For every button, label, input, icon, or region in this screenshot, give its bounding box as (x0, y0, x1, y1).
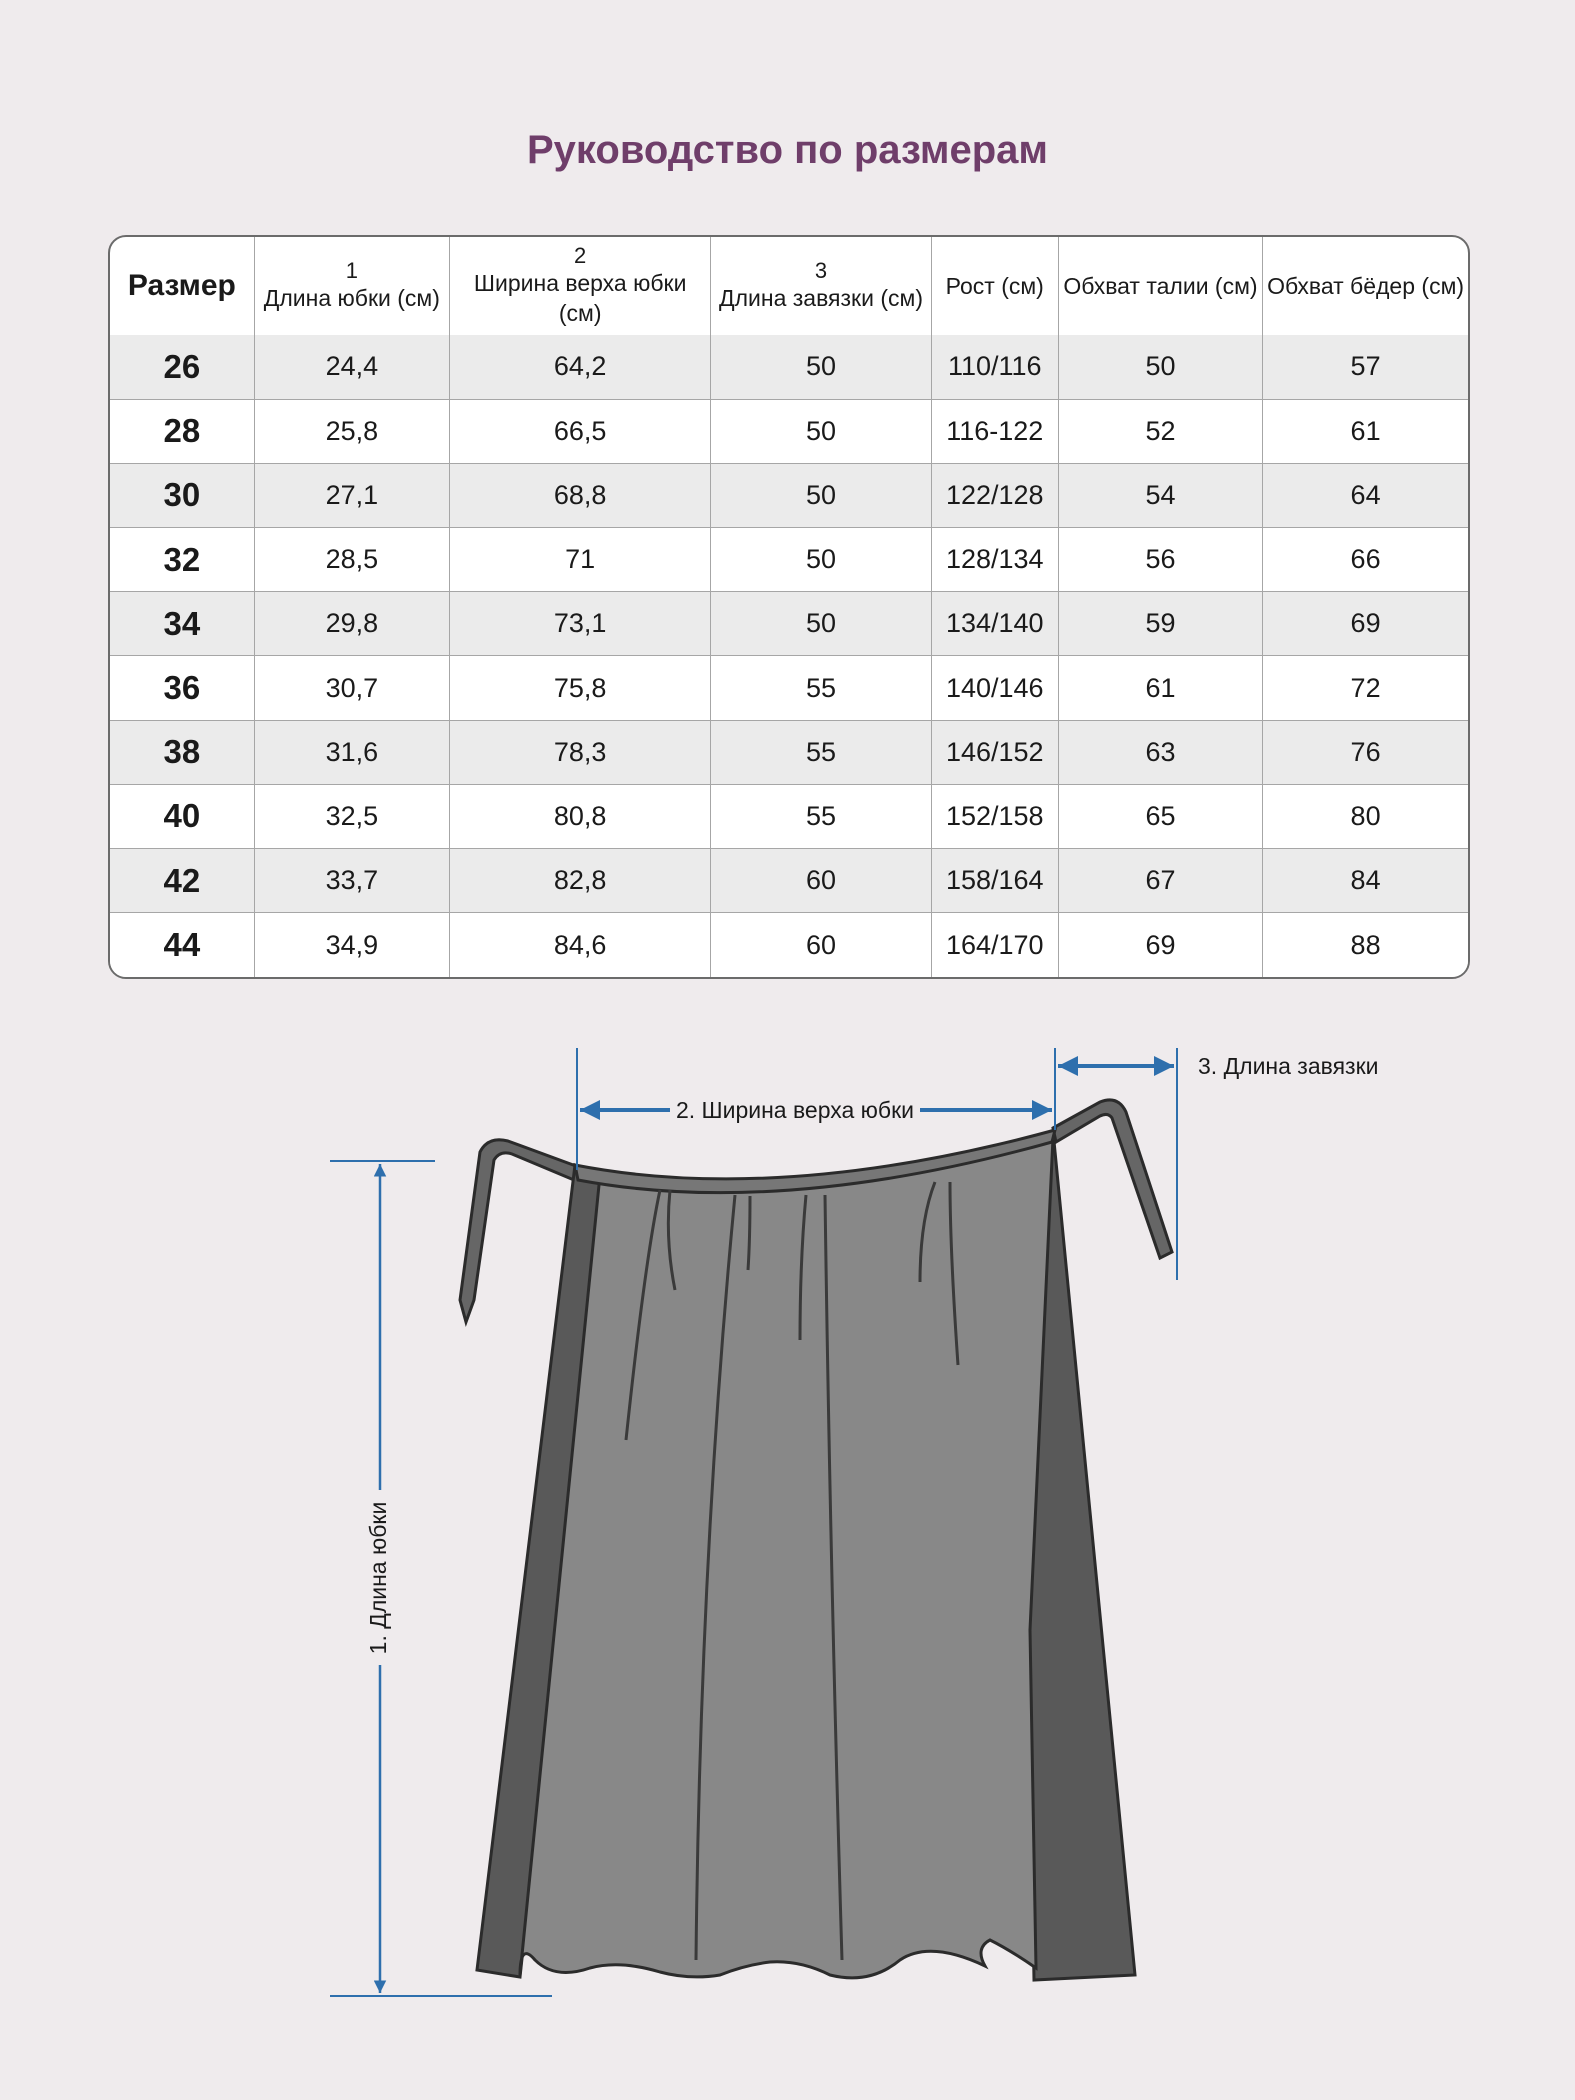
cell-height: 146/152 (931, 720, 1058, 784)
table-header-row (110, 237, 1468, 335)
cell-waist: 61 (1058, 656, 1262, 720)
header-waist: Обхват талии (см) (1058, 237, 1262, 335)
cell-height: 110/116 (931, 335, 1058, 399)
cell-tie-length: 50 (711, 335, 931, 399)
cell-height: 158/164 (931, 849, 1058, 913)
cell-skirt-length: 32,5 (254, 784, 449, 848)
cell-top-width: 64,2 (449, 335, 710, 399)
cell-skirt-length: 29,8 (254, 592, 449, 656)
table-row (110, 849, 1468, 913)
cell-top-width: 68,8 (449, 463, 710, 527)
table-row (110, 528, 1468, 592)
cell-height: 116-122 (931, 399, 1058, 463)
cell-waist: 52 (1058, 399, 1262, 463)
cell-hips: 61 (1263, 399, 1468, 463)
cell-waist: 63 (1058, 720, 1262, 784)
cell-top-width: 71 (449, 528, 710, 592)
header-height: Рост (см) (931, 237, 1058, 335)
table-row (110, 720, 1468, 784)
right-tie (1053, 1100, 1172, 1258)
cell-skirt-length: 34,9 (254, 913, 449, 977)
cell-top-width: 75,8 (449, 656, 710, 720)
cell-top-width: 82,8 (449, 849, 710, 913)
cell-waist: 56 (1058, 528, 1262, 592)
cell-top-width: 84,6 (449, 913, 710, 977)
cell-size: 40 (110, 784, 254, 848)
header-skirt-length: 1 Длина юбки (см) (254, 237, 449, 335)
cell-size: 28 (110, 399, 254, 463)
table-row (110, 592, 1468, 656)
cell-tie-length: 50 (711, 528, 931, 592)
label-top-width: 2. Ширина верха юбки (675, 1097, 915, 1124)
cell-skirt-length: 28,5 (254, 528, 449, 592)
cell-skirt-length: 33,7 (254, 849, 449, 913)
header-hips: Обхват бёдер (см) (1267, 273, 1465, 299)
cell-size: 30 (110, 463, 254, 527)
cell-hips: 84 (1263, 849, 1468, 913)
cell-tie-length: 50 (711, 463, 931, 527)
cell-tie-length: 55 (711, 784, 931, 848)
cell-tie-length: 50 (711, 592, 931, 656)
cell-size: 26 (110, 335, 254, 399)
cell-tie-length: 55 (711, 656, 931, 720)
cell-tie-length: 60 (711, 913, 931, 977)
cell-waist: 59 (1058, 592, 1262, 656)
cell-waist: 65 (1058, 784, 1262, 848)
table-row (110, 399, 1468, 463)
cell-height: 128/134 (931, 528, 1058, 592)
cell-size: 34 (110, 592, 254, 656)
label-skirt-length: 1. Длина юбки (365, 1501, 392, 1655)
cell-waist: 67 (1058, 849, 1262, 913)
cell-height: 134/140 (931, 592, 1058, 656)
cell-size: 44 (110, 913, 254, 977)
cell-waist: 69 (1058, 913, 1262, 977)
cell-tie-length: 55 (711, 720, 931, 784)
cell-hips: 72 (1263, 656, 1468, 720)
header-tie-length: 3 Длина завязки (см) (711, 237, 931, 335)
cell-top-width: 80,8 (449, 784, 710, 848)
cell-hips: 66 (1263, 528, 1468, 592)
cell-hips: 64 (1263, 463, 1468, 527)
cell-skirt-length: 30,7 (254, 656, 449, 720)
size-table (108, 235, 1470, 979)
cell-size: 42 (110, 849, 254, 913)
cell-skirt-length: 27,1 (254, 463, 449, 527)
cell-size: 32 (110, 528, 254, 592)
table-row (110, 656, 1468, 720)
cell-waist: 50 (1058, 335, 1262, 399)
cell-hips: 69 (1263, 592, 1468, 656)
cell-hips: 88 (1263, 913, 1468, 977)
cell-size: 38 (110, 720, 254, 784)
header-size: Размер (110, 237, 254, 335)
skirt-front (520, 1138, 1053, 1978)
table-row (110, 913, 1468, 977)
cell-hips: 80 (1263, 784, 1468, 848)
cell-skirt-length: 24,4 (254, 335, 449, 399)
page-title: Руководство по размерам (527, 128, 1048, 172)
cell-size: 36 (110, 656, 254, 720)
cell-hips: 76 (1263, 720, 1468, 784)
cell-top-width: 78,3 (449, 720, 710, 784)
cell-top-width: 73,1 (449, 592, 710, 656)
cell-height: 122/128 (931, 463, 1058, 527)
header-top-width: 2 Ширина верха юбки (см) (449, 237, 710, 335)
skirt-diagram (0, 1000, 1575, 2080)
cell-height: 140/146 (931, 656, 1058, 720)
cell-waist: 54 (1058, 463, 1262, 527)
cell-skirt-length: 31,6 (254, 720, 449, 784)
table-row (110, 335, 1468, 399)
table-row (110, 463, 1468, 527)
cell-tie-length: 60 (711, 849, 931, 913)
table-row (110, 784, 1468, 848)
cell-hips: 57 (1263, 335, 1468, 399)
cell-height: 152/158 (931, 784, 1058, 848)
cell-skirt-length: 25,8 (254, 399, 449, 463)
label-tie-length: 3. Длина завязки (1198, 1053, 1379, 1080)
cell-top-width: 66,5 (449, 399, 710, 463)
cell-height: 164/170 (931, 913, 1058, 977)
cell-tie-length: 50 (711, 399, 931, 463)
